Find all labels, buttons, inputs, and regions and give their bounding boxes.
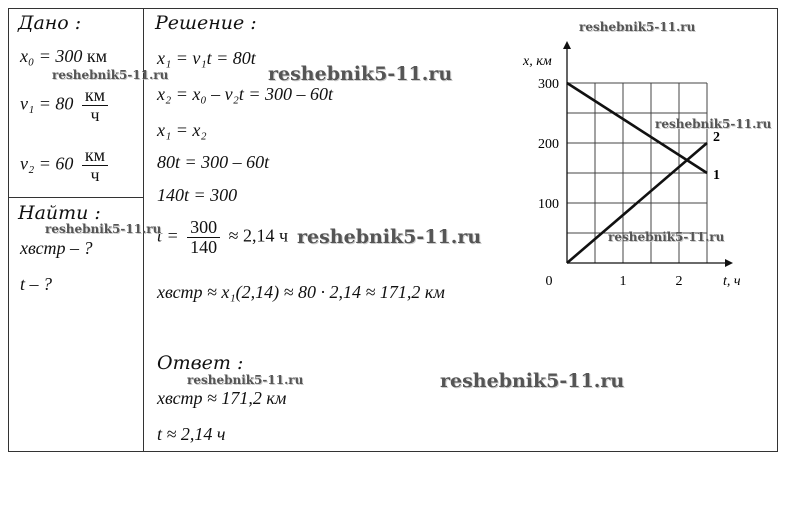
motion-graph <box>520 30 770 300</box>
find-heading: Найти : <box>18 202 101 224</box>
y-tick-label: 100 <box>538 197 559 212</box>
watermark-1: reshebnik5-11.ru <box>579 20 696 34</box>
watermark-8: reshebnik5-11.ru <box>187 373 304 387</box>
find-t: t – ? <box>20 274 53 294</box>
given-heading: Дано : <box>18 12 82 34</box>
y-tick-label: 300 <box>538 77 559 92</box>
answer-xmeet: xвстр ≈ 171,2 км <box>157 388 287 408</box>
given-v2-unit-num: км <box>82 146 108 166</box>
solution-line-2: x₂ = x₀ – v₂t = 300 – 60t <box>157 84 334 104</box>
solution-heading: Решение : <box>155 12 257 34</box>
given-find-divider <box>8 197 143 198</box>
y-axis-arrow <box>563 41 571 49</box>
x-tick-label: 2 <box>675 274 683 289</box>
find-xmeet: xвстр – ? <box>20 238 93 258</box>
solution-line-4: 80t = 300 – 60t <box>157 152 270 172</box>
given-v1 <box>20 86 112 125</box>
given-v1-unit-num: км <box>82 86 108 106</box>
solution-t-suffix: ≈ 2,14 ч <box>228 225 289 246</box>
given-x0-unit: км <box>86 46 108 66</box>
solution-line-5: 140t = 300 <box>157 185 238 205</box>
solution-t-prefix: t = <box>157 225 179 246</box>
solution-t-result <box>157 218 288 257</box>
given-v1-expr: v₁ = 80 <box>20 93 74 114</box>
given-v2-unit-den: ч <box>90 164 100 185</box>
series-label-1: 1 <box>713 168 720 183</box>
given-v2-expr: v₂ = 60 <box>20 153 74 174</box>
given-x0 <box>20 46 107 67</box>
solution-x-meet: xвстр ≈ x₁(2,14) ≈ 80 · 2,14 ≈ 171,2 км <box>157 282 445 302</box>
solution-t-num: 300 <box>187 218 220 238</box>
watermark-9: reshebnik5-11.ru <box>440 370 625 392</box>
solution-line-1: x₁ = v₁t = 80t <box>157 48 256 68</box>
given-x0-expr: x₀ = 300 <box>20 46 83 66</box>
watermark-4: reshebnik5-11.ru <box>655 117 772 131</box>
x-tick-label: 1 <box>619 274 627 289</box>
x-axis-label: t, ч <box>723 274 741 289</box>
y-axis-label: x, км <box>523 54 552 69</box>
watermark-3: reshebnik5-11.ru <box>52 68 169 82</box>
answer-heading: Ответ : <box>157 352 244 374</box>
watermark-5: reshebnik5-11.ru <box>45 222 162 236</box>
watermark-6: reshebnik5-11.ru <box>297 226 482 248</box>
x-tick-label: 0 <box>545 274 553 289</box>
given-v1-unit-den: ч <box>90 104 100 125</box>
watermark-7: reshebnik5-11.ru <box>608 230 725 244</box>
solution-t-den: 140 <box>190 236 218 257</box>
answer-t: t ≈ 2,14 ч <box>157 424 226 444</box>
watermark-2: reshebnik5-11.ru <box>268 63 453 85</box>
given-v2 <box>20 146 112 185</box>
y-tick-label: 200 <box>538 137 559 152</box>
solution-line-3: x₁ = x₂ <box>157 120 207 140</box>
series-label-2: 2 <box>713 130 720 145</box>
x-axis-arrow <box>725 259 733 267</box>
